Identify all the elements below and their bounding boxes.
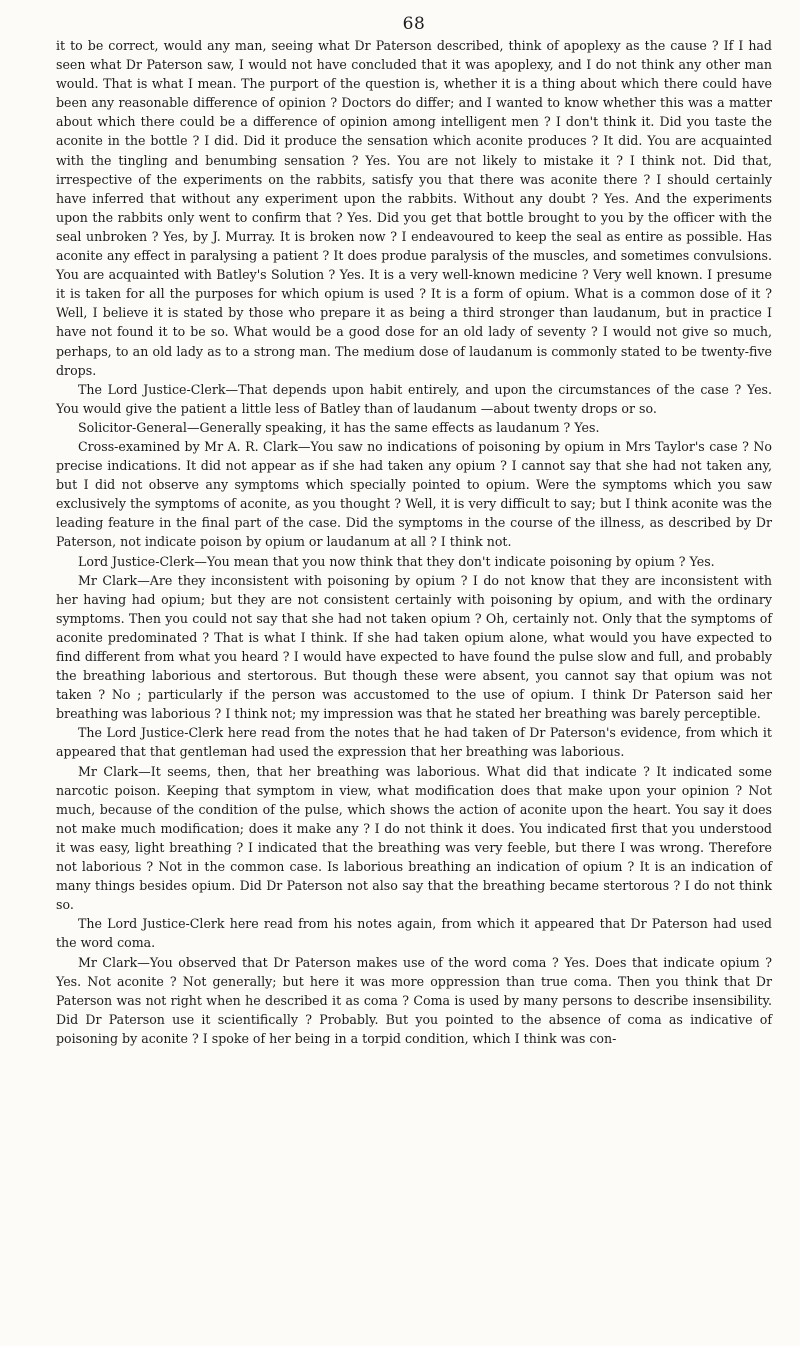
paragraph: Cross-examined by Mr A. R. Clark—You saw no indications of poisoning by opium in Mrs Taylor's case ? No precise indications. It did not appear as if she had taken any opium ? I cannot say that she had not taken any, but I did not observe any symptoms which specially pointed to opium. Were the symptoms which you saw exclusively the symptoms of aconite, as you thought ? Well, it is very difficult to say; but I think aconite was the leading feature in the final part of the case. Did the symptoms in the course of the illness, as described by Dr Paterson, not indicate poison by opium or laudanum at all ? I think not. xyxy=(56,438,772,550)
page-number: 68 xyxy=(402,14,426,34)
paragraph: Mr Clark—Are they inconsistent with poisoning by opium ? I do not know that they are inconsistent with her having had opium; but they are not consistent certainly with poisoning by opium, and with the ordinary symptoms. Then you could not say that she had not taken opium ? Oh, certainly not. Only that the symptoms of aconite predominated ? That is what I think. If she had taken opium alone, what would you have expected to find different from what you heard ? I would have expected to have found the pulse slow and full, and probably the breathing laborious and stertorous. But though these were absent, you cannot say that opium was not taken ? No ; particularly if the person was accustomed to the use of opium. I think Dr Paterson said her breathing was laborious ? I think not; my impression was that he stated her breathing was barely perceptible. xyxy=(56,572,772,722)
paragraph: Mr Clark—You observed that Dr Paterson makes use of the word coma ? Yes. Does that indicate opium ? Yes. Not aconite ? Not generally; but here it was more oppression than true coma. Then you think that Dr Paterson was not right when he described it as coma ? Coma is used by many persons to describe insensibility. Did Dr Paterson use it scientifically ? Probably. But you pointed to the absence of coma as indicative of poisoning by aconite ? I spoke of her being in a torpid condition, which I think was con- xyxy=(56,954,772,1046)
paragraph: Mr Clark—It seems, then, that her breathing was laborious. What did that indicate ? It indicated some narcotic poison. Keeping that symptom in view, what modification does that make upon your opinion ? Not much, because of the condition of the pulse, which shows the action of aconite upon the heart. You say it does not make much modification; does it make any ? I do not think it does. You indicated first that you understood it was easy, light breathing ? I indicated that the breathing was very feeble, but there I was wrong. Therefore not laborious ? Not in the common case. Is laborious breathing an indication of opium ? It is an indication of many things besides opium. Did Dr Paterson not also say that the breathing became stertorous ? I do not think so. xyxy=(56,763,772,913)
paragraph: Solicitor-General—Generally speaking, it has the same effects as laudanum ? Yes. xyxy=(78,419,600,435)
paragraph: Lord Justice-Clerk—You mean that you now think that they don't indicate poisoning by opium ? Yes. xyxy=(78,553,715,569)
paragraph: it to be correct, would any man, seeing what Dr Paterson described, think of apoplexy as the cause ? If I had seen what Dr Paterson saw, I would not have concluded that it was apoplexy, and I do not think any other man would. That is what I mean. The purport of the question is, whether it is a thing about which there could have been any reasonable difference of opinion ? Doctors do differ; and I wanted to know whether this was a matter about which there could be a difference of opinion among intelligent men ? I don't think it. Did you taste the aconite in the bottle ? I did. Did it produce the sensation which aconite produces ? It did. You are acquainted with the tingling and benumbing sensation ? Yes. You are not likely to mistake it ? I think not. Did that, irrespective of the experiments on the rabbits, satisfy you that there was aconite there ? I should certainly have inferred that without any experiment upon the rabbits. Without any doubt ? Yes. And the experiments upon the rabbits only went to confirm that ? Yes. Did you get that bottle brought to you by the officer with the seal unbroken ? Yes, by J. Murray. It is broken now ? I endeavoured to keep the seal as entire as possible. Has aconite any effect in paralysing a patient ? It does produe paralysis of the muscles, and sometimes convulsions. You are acquainted with Batley's Solution ? Yes. It is a very well-known medicine ? Very well known. I presume it is taken for all the purposes for which opium is used ? It is a form of opium. What is a common dose of it ? Well, I believe it is stated by those who prepare it as being a third stronger than laudanum, but in practice I have not found it to be so. What would be a good dose for an old lady of seventy ? I would not give so much, perhaps, to an old lady as to a strong man. The medium dose of laudanum is commonly stated to be twenty-five drops. xyxy=(56,38,772,378)
paragraph: The Lord Justice-Clerk here read from his notes again, from which it appeared that Dr Paterson had used the word coma. xyxy=(56,916,772,951)
paragraph: The Lord Justice-Clerk—That depends upon habit entirely, and upon the circumstances of the case ? Yes. You would give the patient a little less of Batley than of laudanum —about twenty drops or so. xyxy=(56,381,772,416)
body-text xyxy=(56,36,772,1048)
paragraph: The Lord Justice-Clerk here read from the notes that he had taken of Dr Paterson's evidence, from which it appeared that that gentleman had used the expression that her breathing was laborious. xyxy=(56,725,772,760)
